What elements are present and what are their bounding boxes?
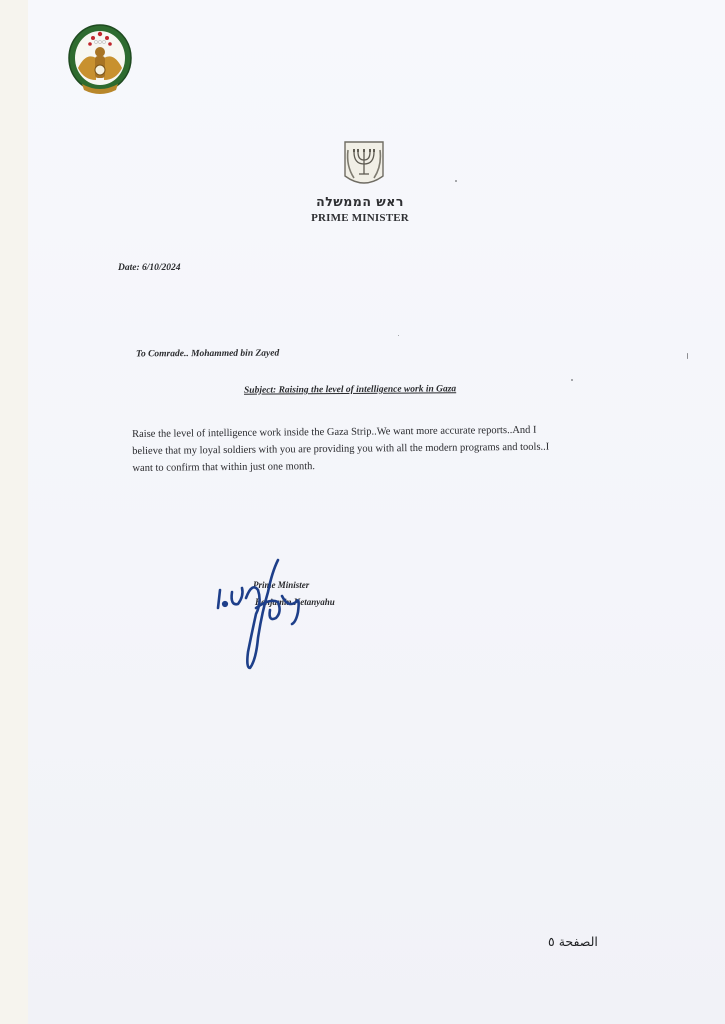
paper-speck	[687, 353, 688, 359]
menorah-state-emblem-icon	[342, 140, 386, 190]
body-line: want to confirm that within just one month.	[132, 461, 316, 474]
office-title: PRIME MINISTER	[311, 212, 409, 224]
letter-subject: Subject: Raising the level of intelligence work in Gaza	[243, 384, 457, 396]
paper-speck	[571, 379, 573, 381]
signatory-name: Benjamin Netanyahu	[255, 597, 335, 607]
body-line: believe that my loyal soldiers with you are providing you with all the modern programs and tools..I	[132, 441, 550, 457]
paper-speck	[398, 335, 399, 336]
paper-speck	[455, 180, 457, 182]
page-number: الصفحة ٥	[548, 934, 598, 949]
military-eagle-emblem-icon	[66, 22, 134, 98]
letter-recipient: To Comrade.. Mohammed bin Zayed	[135, 348, 280, 360]
office-title-hebrew: ראש הממשלה	[316, 194, 404, 209]
page-edge-strip	[0, 0, 29, 1024]
signatory-title: Prime Minister	[253, 580, 310, 590]
handwritten-signature-icon	[212, 552, 312, 674]
body-line: Raise the level of intelligence work inside the Gaza Strip..We want more accurate reports..And I	[132, 424, 537, 440]
letter-body	[132, 421, 603, 477]
letter-date: Date: 6/10/2024	[118, 263, 181, 273]
